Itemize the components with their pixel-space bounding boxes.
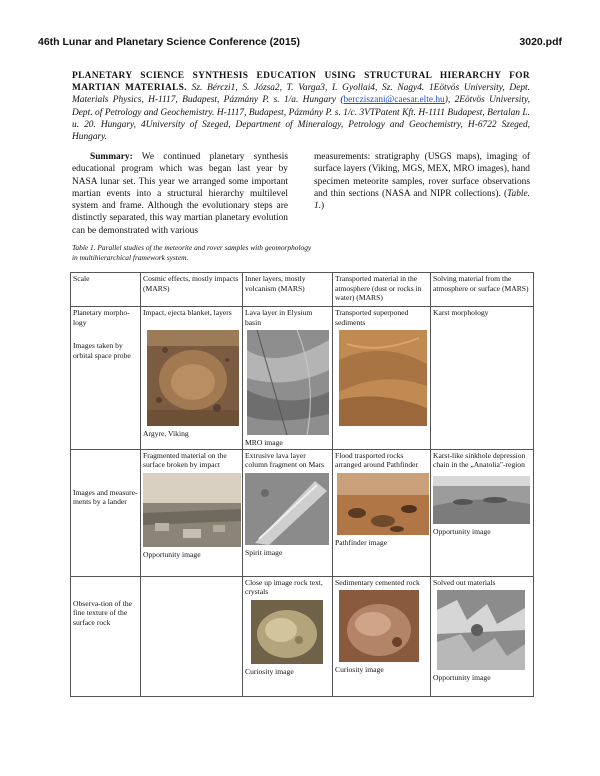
texture-row-header: Observa-tion of the fine texture of the surface rock bbox=[71, 576, 141, 696]
summary-label: Summary: bbox=[90, 152, 133, 162]
curiosity-crystal-image bbox=[251, 600, 323, 664]
planetary-morphology-label: Planetary morpho-logy bbox=[73, 308, 130, 327]
orbital-row-header bbox=[71, 307, 141, 450]
cell-impact bbox=[141, 307, 243, 450]
cell-text: Extrusive lava layer column fragment on Mars bbox=[245, 450, 325, 470]
cell-text: Transported superponed sediments bbox=[335, 308, 409, 327]
conference-header: 46th Lunar and Planetary Science Conference (2015) bbox=[38, 36, 301, 48]
curiosity-sediment-image bbox=[339, 590, 419, 662]
cell-solved bbox=[431, 576, 534, 696]
sediment-orbital-image bbox=[339, 330, 427, 426]
scale-header: Scale bbox=[71, 273, 141, 307]
cell-karst bbox=[431, 307, 534, 450]
image-caption: Opportunity image bbox=[143, 549, 201, 559]
table-row bbox=[71, 307, 534, 450]
table-row bbox=[71, 449, 534, 576]
summary-text-2: measurements: stratigraphy (USGS maps), imaging of surface layers (Viking, MGS, MEX, MRO images), hand specimen meteorite samples, rover surface observations and thin sections (NASA and NIPR collections). ( bbox=[314, 152, 530, 199]
lander-row-header: Images and measure-ments by a lander bbox=[71, 449, 141, 576]
table-row bbox=[71, 576, 534, 696]
anatolia-sinkhole-image bbox=[433, 476, 530, 524]
cell-text: Fragmented material on the surface broken by impact bbox=[143, 450, 227, 470]
cell-text: Impact, ejecta blanket, layers bbox=[143, 308, 232, 317]
image-caption: Pathfinder image bbox=[335, 537, 388, 547]
cell-text: Karst morphology bbox=[433, 308, 489, 317]
hierarchy-table bbox=[70, 272, 534, 697]
cell-flood bbox=[333, 449, 431, 576]
cell-lava bbox=[243, 307, 333, 450]
table-reference: Table. 1. bbox=[314, 188, 530, 212]
cell-inner-layers: Inner layers, mostly volcanism (MARS) bbox=[243, 273, 333, 307]
cell-fragmented bbox=[141, 449, 243, 576]
summary-text-1: We continued planetary synthesis educational program which was began last year by NASA lunar set. This year we arranged some important martian events into a structural hierarchy multilevel system and frame. Although the evolutionary steps are distinctly separated, this way martian planetary evolution can be demonstrated with various bbox=[72, 152, 288, 236]
paper-title: PLANETARY SCIENCE SYNTHESIS EDUCATION USING STRUCTURAL HIERARCHY FOR MARTIAN MATERIALS. bbox=[72, 71, 530, 94]
cell-superponed bbox=[333, 307, 431, 450]
cell-cosmic: Cosmic effects, mostly impacts (MARS) bbox=[141, 273, 243, 307]
affiliation-1: 1Eötvös University, Dept. Materials Physics, H-1117, Budapest, Pázmány P. s. 1/a. Hungary ( bbox=[72, 83, 530, 106]
image-caption: Argyre, Viking bbox=[143, 429, 189, 439]
image-caption: Opportunity image bbox=[433, 673, 491, 683]
cell-text: Solved out materials bbox=[433, 577, 496, 587]
table-row bbox=[71, 273, 534, 307]
cell-transported: Transported material in the atmosphere (dust or rocks in water) (MARS) bbox=[333, 273, 431, 307]
cell-text: Karst-like sinkhole depression chain in the „Anatolia"-region bbox=[433, 450, 526, 470]
email-link[interactable]: bercziszani@caesar.elte.hu bbox=[343, 95, 445, 106]
cell-sinkhole bbox=[431, 449, 534, 576]
cell-sedimentary bbox=[333, 576, 431, 696]
cell-empty bbox=[141, 576, 243, 696]
orbital-images-label: Images taken by orbital space probe bbox=[73, 341, 131, 360]
cell-text: Lava layer in Elysium basin bbox=[245, 308, 313, 327]
cell-text: Close up image rock text, crystals bbox=[245, 577, 323, 597]
opportunity-texture-image bbox=[437, 590, 525, 670]
image-caption: Curiosity image bbox=[335, 665, 384, 675]
summary-column-1 bbox=[72, 151, 288, 237]
paper-id: 3020.pdf bbox=[519, 36, 562, 48]
image-caption: MRO image bbox=[245, 438, 283, 448]
cell-closeup bbox=[243, 576, 333, 696]
summary-column-2 bbox=[314, 151, 530, 212]
table-caption: Table 1. Parallel studies of the meteorite and rover samples with geomorphology in multihierarchical framework system. bbox=[72, 243, 312, 262]
affiliation-2: ), 2Eötvös University, Dept. of Petrology and Geochemistry. H-1117, Budapest, Pázmány P. s. 1/c. 3VTPatent Kft. H-1111 Budapest, Bertalan L. u. 20. Hungary, 4University of Szeged, Department of Mineralogy, Petrology and Geochemistry, H-6722 Szeged, Hungary. bbox=[72, 95, 531, 143]
spirit-rock-image bbox=[245, 473, 329, 545]
image-caption: Spirit image bbox=[245, 547, 283, 557]
summary-text-2-end: ) bbox=[321, 201, 325, 212]
image-caption: Opportunity image bbox=[433, 526, 491, 536]
image-caption: Curiosity image bbox=[245, 666, 294, 676]
title-block bbox=[72, 70, 530, 143]
argyre-crater-image bbox=[147, 330, 239, 426]
cell-extrusive bbox=[243, 449, 333, 576]
cell-solving: Solving material from the atmosphere or surface (MARS) bbox=[431, 273, 534, 307]
pathfinder-rocks-image bbox=[337, 473, 429, 535]
cell-text: Flood trasported rocks arranged around Pathfinder bbox=[335, 450, 419, 470]
opportunity-surface-image bbox=[143, 473, 241, 547]
cell-text: Sedimentary cemented rock bbox=[335, 577, 420, 587]
authors: Sz. Bérczi1, S. Józsa2, T. Varga3, I. Gyollai4, Sz. Nagy4. bbox=[191, 83, 425, 94]
elysium-lava-image bbox=[247, 330, 329, 435]
